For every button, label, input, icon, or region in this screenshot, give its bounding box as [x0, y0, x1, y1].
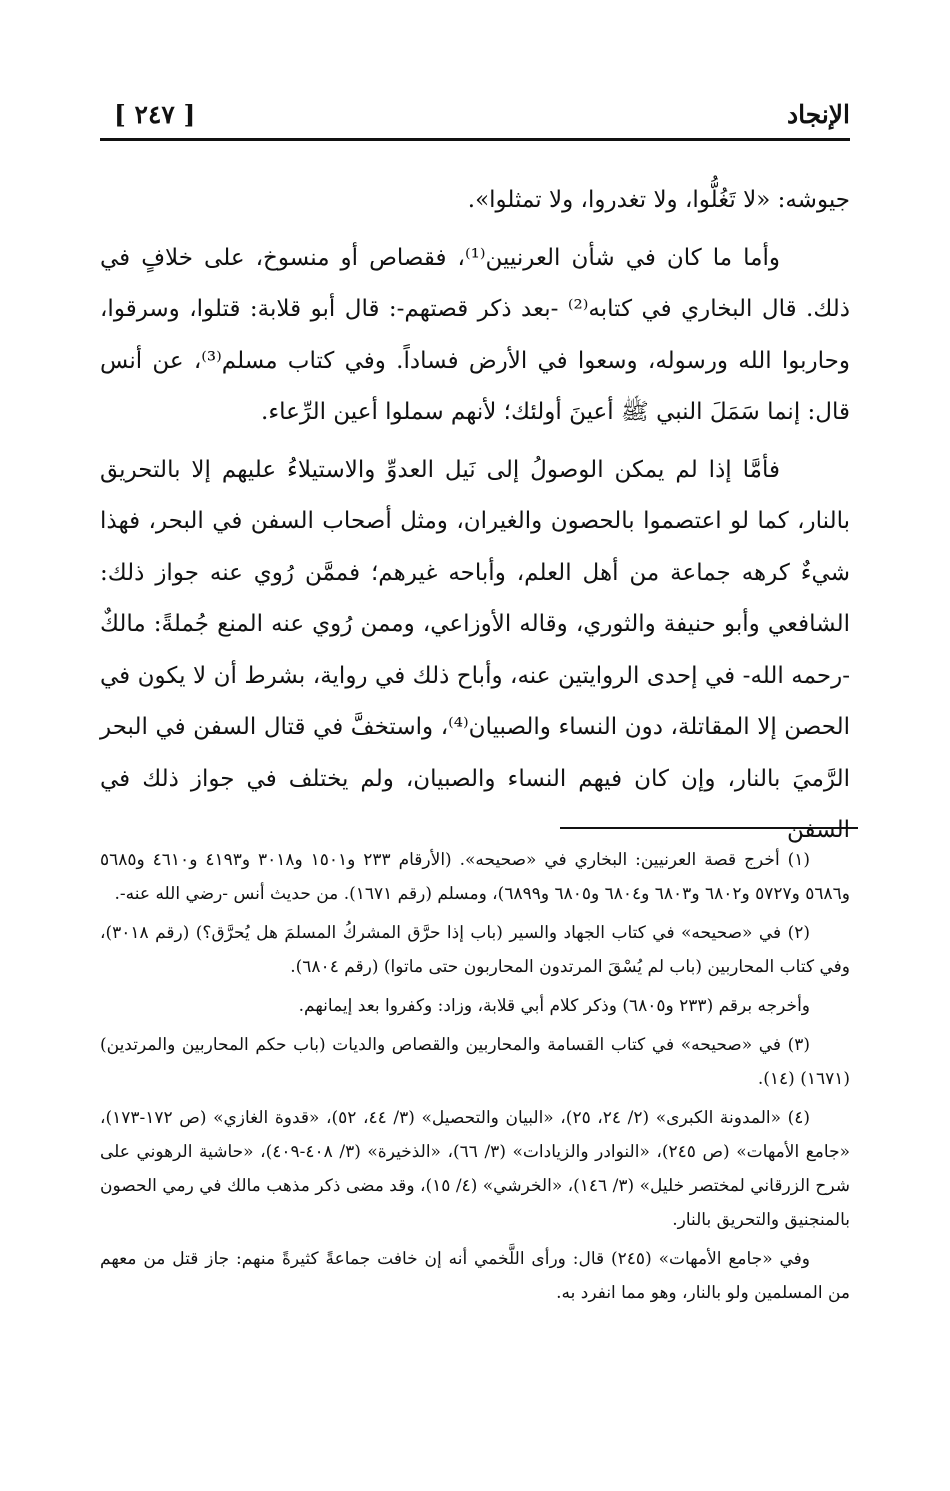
- footnote-2: (٢) في «صحيحه» في كتاب الجهاد والسير (باب إذا حرَّق المشركُ المسلمَ هل يُحرَّق؟) (رقم ٣٠١٨)، وفي كتاب المحاربين (باب لم يُسْقَ المرتدون المحاربون حتى ماتوا) (رقم ٦٨٠٤).: [100, 923, 850, 977]
- paragraph-army-instruction: جيوشه: «لا تَغُلُّوا، ولا تغدروا، ولا تمثلوا».: [467, 187, 850, 213]
- page-header: [100, 96, 850, 141]
- footnote-3: (٣) في «صحيحه» في كتاب القسامة والمحاربين والقصاص والديات (باب حكم المحاربين والمرتدين) (١٦٧١) (١٤).: [100, 1035, 850, 1089]
- page-number: [ ٢٤٧ ]: [114, 100, 196, 129]
- footnotes: [100, 843, 850, 1315]
- footnote-separator: [560, 827, 858, 829]
- footnote-4: (٤) «المدونة الكبرى» (٢/ ٢٤، ٢٥)، «البيان والتحصيل» (٣/ ٤٤، ٥٢)، «قدوة الغازي» (ص ١٧٢-١٧٣)، «جامع الأمهات» (ص ٢٤٥)، «النوادر والزيادات» (٣/ ٦٦)، «الذخيرة» (٣/ ٤٠٨-٤٠٩)، «حاشية الرهوني على شرح الزرقاني لمختصر خليل» (٣/ ١٤٦)، «الخرشي» (٤/ ١٥)، وقد مضى ذكر مذهب مالك في رمي الحصون بالمنجنيق والتحريق بالنار.: [100, 1108, 850, 1230]
- main-text: [100, 175, 850, 857]
- footnote-2-continuation: وأخرجه برقم (٢٣٣ و٦٨٠٥) وذكر كلام أبي قلابة، وزاد: وكفروا بعد إيمانهم.: [298, 996, 810, 1016]
- footnote-4-continuation: وفي «جامع الأمهات» (٢٤٥) قال: ورأى اللَّخمي أنه إن خافت جماعةً كثيرةً منهم: جاز قتل من معهم من المسلمين ولو بالنار، وهو مما انفرد به.: [100, 1249, 850, 1303]
- footnote-1: (١) أخرج قصة العرنيين: البخاري في «صحيحه». (الأرقام ٢٣٣ و١٥٠١ و٣٠١٨ و٤١٩٣ و٤٦١٠ و٥٦٨٥ و٥٦٨٦ و٥٧٢٧ و٦٨٠٢ و٦٨٠٣ و٦٨٠٤ و٦٨٠٥ و٦٨٩٩)، ومسلم (رقم ١٦٧١). من حديث أنس -رضي الله عنه-.: [100, 850, 850, 904]
- paragraph-burning: فأمَّا إذا لم يمكن الوصولُ إلى نَيل العدوِّ والاستيلاءُ عليهم إلا بالتحريق بالنار، كما لو اعتصموا بالحصون والغيران، ومثل أصحاب السفن في البحر، فهذا شيءٌ كرهه جماعة من أهل العلم، وأباحه غيرهم؛ فممَّن رُوي عنه جواز ذلك: الشافعي وأبو حنيفة والثوري، وقاله الأوزاعي، وممن رُوي عنه المنع جُملةً: مالكٌ -رحمه الله- في إحدى الروايتين عنه، وأباح ذلك في رواية، بشرط أن لا يكون في الحصن إلا المقاتلة، دون النساء والصبيان⁽⁴⁾، واستخفَّ في قتال السفن في البحر الرَّميَ بالنار، وإن كان فيهم النساء والصبيان، ولم يختلف في جواز ذلك في السفن: [100, 456, 850, 843]
- paragraph-urayniyyin: وأما ما كان في شأن العرنيين⁽¹⁾، فقصاص أو منسوخ، على خلافٍ في ذلك. قال البخاري في كتابه⁽²⁾ -بعد ذكر قصتهم-: قال أبو قلابة: قتلوا، وسرقوا، وحاربوا الله ورسوله، وسعوا في الأرض فساداً. وفي كتاب مسلم⁽³⁾، عن أنس قال: إنما سَمَلَ النبي ﷺ أعينَ أولئك؛ لأنهم سملوا أعين الرِّعاء.: [100, 244, 850, 425]
- running-title: الإنجاد: [786, 100, 850, 129]
